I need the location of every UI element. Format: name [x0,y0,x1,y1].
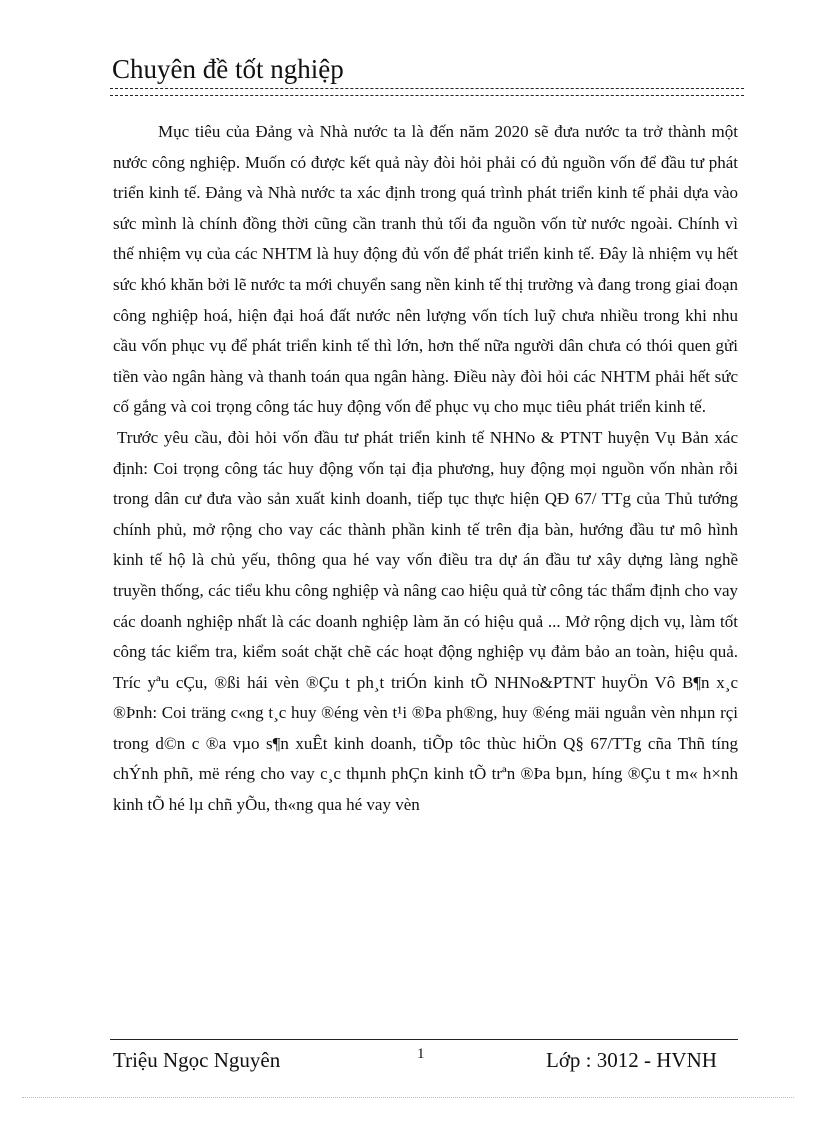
footer-author: Triệu Ngọc Nguyên [113,1048,281,1072]
page-header-title: Chuyên đề tốt nghiệp [112,54,344,84]
page-number: 1 [417,1046,425,1062]
page-bottom-edge [22,1097,794,1098]
footer-divider [110,1039,738,1040]
document-body [113,117,738,821]
footer-class-label: Lớp : 3012 - HVNH [546,1048,717,1072]
header-divider [110,88,744,96]
paragraph-objectives: Mục tiêu của Đảng và Nhà nước ta là đến năm 2020 sẽ đưa nước ta trở thành một nước công nghiệp. Muốn có được kết quả này đòi hỏi phải có đủ nguồn vốn để đầu tư phát triển kinh tế. Đảng và Nhà nước ta xác định trong quá trình phát triển kinh tế phải dựa vào sức mình là chính đồng thời cũng cần tranh thủ tối đa nguồn vốn từ nước ngoài. Chính vì thế nhiệm vụ của các NHTM là huy động đủ vốn để phát triển kinh tế. Đây là nhiệm vụ hết sức khó khăn bởi lẽ nước ta mới chuyển sang nền kinh tế thị trường và đang trong giai đoạn công nghiệp hoá, hiện đại hoá đất nước nên lượng vốn tích luỹ chưa nhiều trong khi nhu cầu vốn phục vụ để phát triển kinh tế thì lớn, hơn thế nữa người dân chưa có thói quen gửi tiền vào ngân hàng và thanh toán qua ngân hàng. Điều này đòi hỏi các NHTM phải hết sức cố gắng và coi trọng công tác huy động vốn để phục vụ cho mục tiêu phát triển kinh tế. [113,122,738,417]
paragraph-requirements: Trước yêu cầu, đòi hỏi vốn đầu tư phát triển kinh tế NHNo & PTNT huyện Vụ Bản xác định: Coi trọng công tác huy động vốn tại địa phương, huy động mọi nguồn vốn nhàn rỗi trong dân cư đưa vào sản xuất kinh doanh, tiếp tục thực hiện QĐ 67/ TTg của Thủ tướng chính phủ, mở rộng cho vay các thành phần kinh tế trên địa bàn, hướng đầu tư mô hình kinh tế hộ là chủ yếu, thông qua hé vay vốn điều tra dự án đầu tư xây dựng làng nghề truyền thống, các tiểu khu công nghiệp và nâng cao hiệu quả từ công tác thẩm định cho vay các doanh nghiệp nhất là các doanh nghiệp làm ăn có hiệu quả ... Mở rộng dịch vụ, làm tốt công tác kiểm tra, kiểm soát chặt chẽ các hoạt động nghiệp vụ đảm bảo an toàn, hiệu quả. Tríc yªu cÇu, ®ßi hái vèn ®Çu t ph¸t triÓn kinh tÕ NHNo&PTNT huyÖn Vô B¶n x¸c ®Þnh: Coi träng c«ng t¸c huy ®éng vèn t¹i ®Þa ph®ng, huy ®éng mäi nguån vèn nhµn rçi trong d©n c ®a vµo s¶n xuÊt kinh doanh, tiÕp tôc thùc hiÖn Q§ 67/TTg cña Thñ tíng chÝnh phñ, më réng cho vay c¸c thµnh phÇn kinh tÕ trªn ®Þa bµn, híng ®Çu t m« h×nh kinh tÕ hé lµ chñ yÕu, th«ng qua hé vay vèn [113,427,738,815]
